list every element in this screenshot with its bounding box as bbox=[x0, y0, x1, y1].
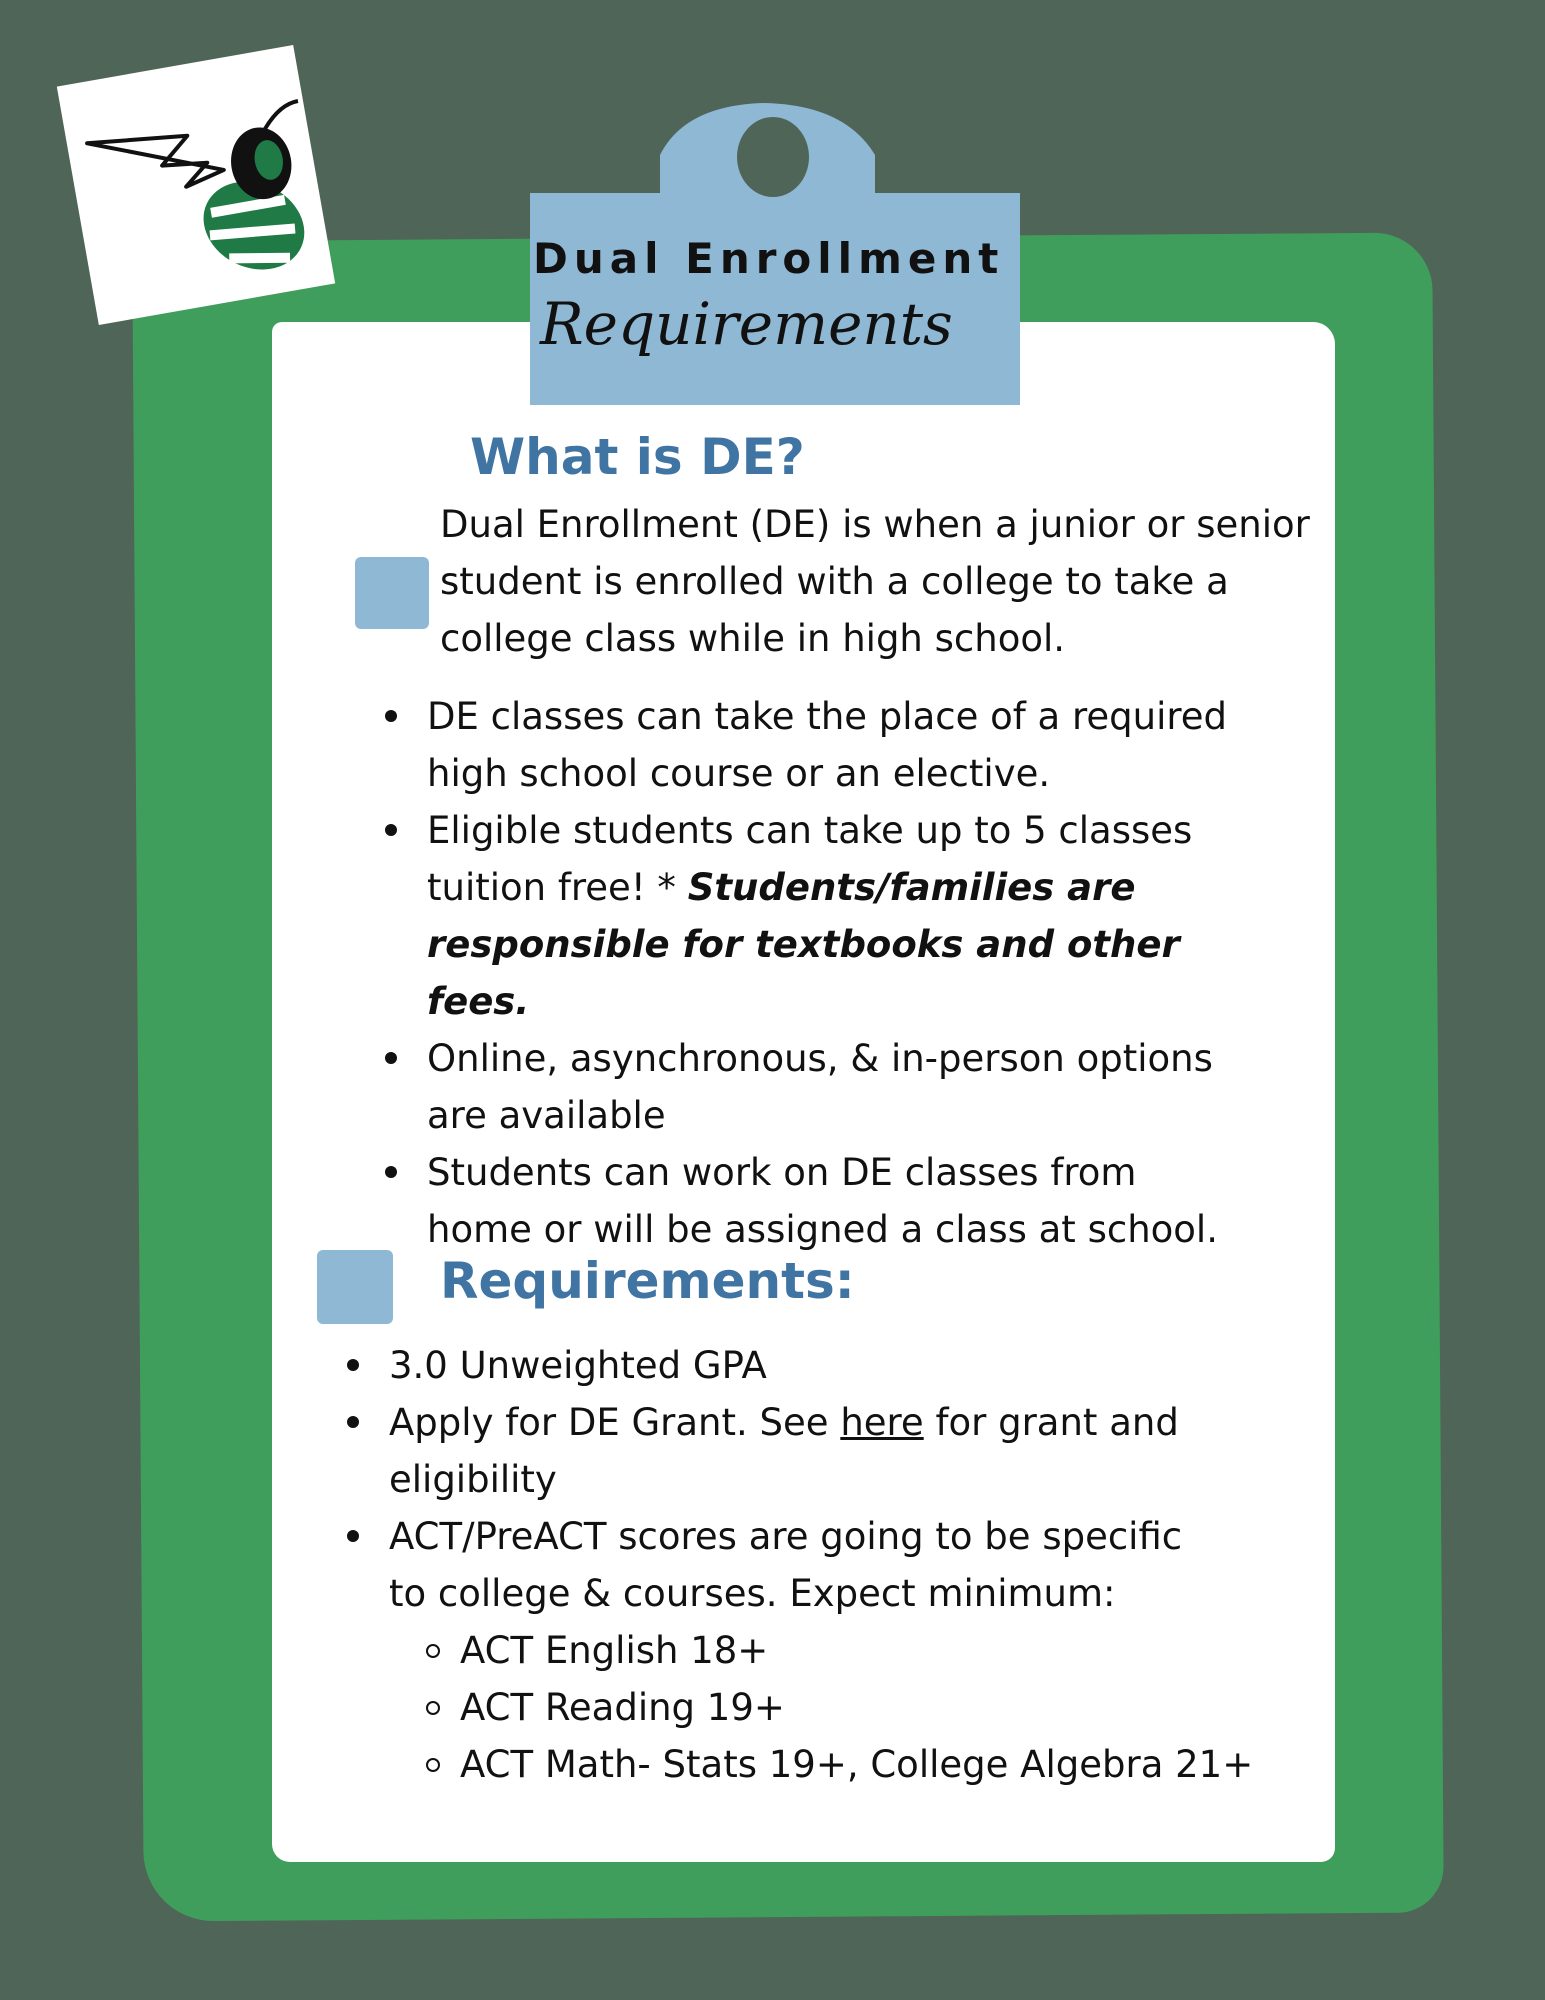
decorative-square bbox=[355, 557, 429, 629]
de-facts-list bbox=[427, 688, 1247, 1258]
list-item: ACT Reading 19+ bbox=[460, 1679, 1280, 1736]
intro-paragraph: Dual Enrollment (DE) is when a junior or senior student is enrolled with a college to take a college class while in high school. bbox=[440, 503, 1310, 660]
requirements-list bbox=[389, 1337, 1209, 1622]
decorative-square bbox=[317, 1250, 393, 1324]
list-item: DE classes can take the place of a required high school course or an elective. bbox=[427, 688, 1247, 802]
list-item: Apply for DE Grant. See here for grant and eligibility bbox=[389, 1394, 1209, 1508]
list-item: ACT English 18+ bbox=[460, 1622, 1280, 1679]
clipboard-title: Dual Enrollment bbox=[533, 234, 1005, 283]
list-item: ACT/PreACT scores are going to be specific to college & courses. Expect minimum: bbox=[389, 1508, 1209, 1622]
list-item: Online, asynchronous, & in-person options are available bbox=[427, 1030, 1247, 1144]
list-item: ACT Math- Stats 19+, College Algebra 21+ bbox=[460, 1736, 1280, 1793]
hornet-mascot-icon bbox=[57, 45, 335, 325]
requirements-heading: Requirements: bbox=[440, 1252, 855, 1310]
clipboard-subtitle: Requirements bbox=[540, 290, 953, 358]
fees-note: Students/families are responsible for textbooks and other fees. bbox=[427, 866, 1180, 1023]
act-minimums-list bbox=[460, 1622, 1280, 1793]
what-is-de-heading: What is DE? bbox=[470, 428, 805, 486]
list-item: Students can work on DE classes from home or will be assigned a class at school. bbox=[427, 1144, 1247, 1258]
grant-link[interactable]: here bbox=[840, 1401, 924, 1444]
list-item: 3.0 Unweighted GPA bbox=[389, 1337, 1209, 1394]
list-item: Eligible students can take up to 5 classes tuition free! * Students/families are responsible for textbooks and other fees. bbox=[427, 802, 1247, 1030]
